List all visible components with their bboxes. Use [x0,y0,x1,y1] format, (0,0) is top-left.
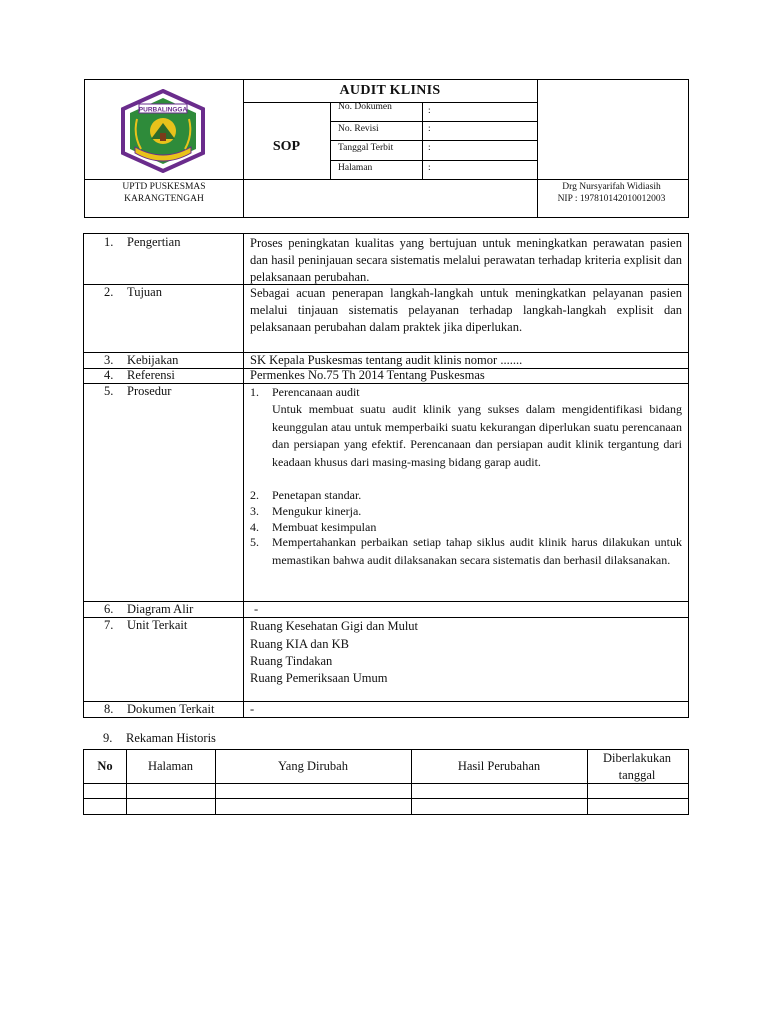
row-text-referensi: Permenkes No.75 Th 2014 Tentang Puskesmas [250,368,485,382]
history-header-no: No [97,759,113,773]
step-num-2: 2. [250,488,259,502]
row-label-unit: Unit Terkait [127,618,188,632]
meta-value-tanggal: : [428,143,431,153]
row-label-dokumen: Dokumen Terkait [127,702,215,716]
row-label-pengertian: Pengertian [127,235,181,249]
signer-nip: NIP : 197810142010012003 [557,194,666,204]
unit-item: Ruang Pemeriksaan Umum [250,671,388,685]
org-name-line1: UPTD PUSKESMAS [122,182,206,192]
row-label-tujuan: Tujuan [127,285,162,299]
row-num-kebijakan: 3. [104,353,114,367]
history-header-hasil-perubahan: Hasil Perubahan [457,759,541,773]
meta-value-revisi: : [428,124,431,134]
unit-item: Ruang Tindakan [250,654,333,668]
sop-content-table [83,233,689,718]
step-num-1: 1. [250,385,259,399]
step-text-4: Membuat kesimpulan [272,520,377,534]
row-num-prosedur: 5. [104,384,114,398]
row-text-dokumen: - [250,702,255,716]
row-label-referensi: Referensi [127,368,175,382]
signer-name: Drg Nursyarifah Widiasih [562,182,661,192]
meta-value-halaman: : [428,163,431,173]
step-text-2: Penetapan standar. [272,488,362,502]
puskesmas-logo [115,89,211,173]
step-1-detail: Untuk membuat suatu audit klinik yang sukses dalam mengidentifikasi bidang keunggulan atau untuk memperbaiki suatu kekurangan diperlukan suatu perencanaan dan persiapan yang efektif. Perencanaan dan persiapan audit klinik tergantung dari keadaan khusus dari masing-masing bidang garap audit. [272,402,682,469]
rekaman-label: Rekaman Historis [126,731,216,745]
row-num-dokumen: 8. [104,702,114,716]
step-text-1: Perencanaan audit [272,385,360,399]
meta-value-dokumen: : [428,106,431,116]
meta-label-halaman: Halaman [338,163,373,173]
history-header-diberlakukan: Diberlakukan tanggal [602,751,672,782]
meta-label-tanggal: Tanggal Terbit [338,143,394,153]
meta-label-revisi: No. Revisi [338,124,379,134]
row-text-diagram: - [254,602,259,616]
header-box [84,79,689,218]
step-num-5: 5. [250,535,259,549]
row-label-kebijakan: Kebijakan [127,353,179,367]
step-num-3: 3. [250,504,259,518]
rekaman-num: 9. [103,731,113,745]
row-text-pengertian: Proses peningkatan kualitas yang bertujuan untuk meningkatkan perawatan pasien dan hasil peninjauan secara sistematis melalui perawatan terhadap kriteria explisit dan pelaksanaan perubahan. [250,236,682,284]
history-header-yang-dirubah: Yang Dirubah [278,759,348,773]
row-num-referensi: 4. [104,368,114,382]
step-text-3: Mengukur kinerja. [272,504,362,518]
unit-item: Ruang KIA dan KB [250,637,349,651]
document-title: AUDIT KLINIS [339,83,441,98]
sop-label: SOP [272,139,301,154]
logo-text: PURBALINGGA [138,106,188,114]
org-name-line2: KARANGTENGAH [124,194,204,204]
history-header-halaman: Halaman [147,759,194,773]
row-text-kebijakan: SK Kepala Puskesmas tentang audit klinis nomor ....... [250,353,523,367]
row-text-tujuan: Sebagai acuan penerapan langkah-langkah untuk meningkatkan pelayanan pasien melalui tinjauan sistematis pelayanan terhadap langkah-langkah explisit dan pelaksanaan perubahan dalam praktek jika diperlukan. [250,286,682,334]
unit-item: Ruang Kesehatan Gigi dan Mulut [250,619,419,633]
row-num-tujuan: 2. [104,285,114,299]
step-text-5: Mempertahankan perbaikan setiap tahap siklus audit klinik harus dilakukan untuk memastikan bahwa audit dilaksanakan secara sistematis dan berhasil dilaksanakan. [272,535,682,567]
row-num-unit: 7. [104,618,114,632]
row-label-prosedur: Prosedur [127,384,172,398]
row-num-pengertian: 1. [104,235,114,249]
meta-label-dokumen: No. Dokumen [338,102,392,112]
row-num-diagram: 6. [104,602,114,616]
row-label-diagram: Diagram Alir [127,602,194,616]
step-num-4: 4. [250,520,259,534]
history-table [83,749,689,815]
